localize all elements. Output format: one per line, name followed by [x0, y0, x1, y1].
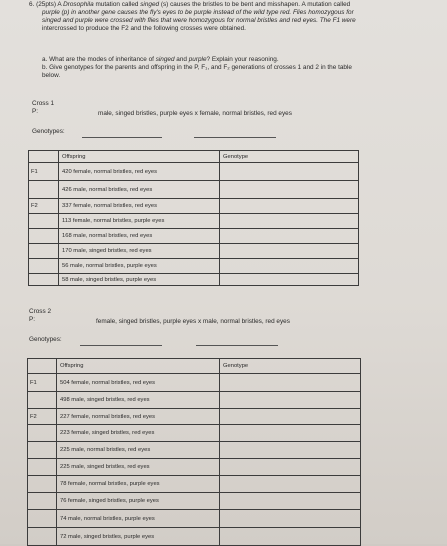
cross2-parents: female, singed bristles, purple eyes x male, normal bristles, red eyes: [96, 318, 290, 325]
table-row: [29, 229, 359, 244]
cross2-table: [27, 358, 361, 546]
label-blank: [28, 510, 57, 528]
table-header-row: [29, 151, 359, 163]
species-name: Drosophila: [63, 1, 94, 8]
table-row: [28, 493, 361, 510]
table-row: [29, 163, 359, 181]
genotype-cell[interactable]: [220, 510, 361, 528]
offspring-cell: 76 female, singed bristles, purple eyes: [57, 493, 220, 510]
header-offspring: Offspring: [57, 359, 220, 374]
offspring-cell: 168 male, normal bristles, red eyes: [59, 229, 220, 244]
genotype-cell[interactable]: [220, 163, 359, 181]
f2-label: F2: [29, 199, 59, 214]
genotype-cell[interactable]: [220, 259, 359, 274]
genotype-cell[interactable]: [220, 476, 361, 493]
question-text: mutation called: [93, 1, 141, 8]
part-a-text: a. What are the modes of inheritance of: [42, 56, 156, 63]
genotype-cell[interactable]: [220, 425, 361, 442]
offspring-cell: 58 male, singed bristles, purple eyes: [59, 274, 220, 286]
table-row: [28, 510, 361, 528]
cross1-genotype-blank-2[interactable]: [194, 137, 276, 138]
label-blank: [28, 392, 57, 409]
f1-label: F1: [29, 163, 59, 181]
genotype-cell[interactable]: [220, 181, 359, 199]
question-text: (s) causes the bristles to be bent and misshapen. A mutation called: [159, 1, 351, 8]
cross2-p-label: P:: [29, 316, 36, 323]
label-blank: [29, 244, 59, 259]
genotype-cell[interactable]: [220, 459, 361, 476]
table-header-row: [28, 359, 361, 374]
label-blank: [29, 181, 59, 199]
offspring-cell: 74 male, normal bristles, purple eyes: [57, 510, 220, 528]
question-line-4: intercrossed to produce the F2 and the following crosses were obtained.: [42, 25, 246, 32]
genotype-cell[interactable]: [220, 392, 361, 409]
genotype-cell[interactable]: [220, 374, 361, 392]
table-row: [28, 476, 361, 493]
genotype-cell[interactable]: [220, 199, 359, 214]
offspring-cell: 337 female, normal bristles, red eyes: [59, 199, 220, 214]
label-blank: [29, 274, 59, 286]
header-genotype: Genotype: [220, 151, 359, 163]
offspring-cell: 420 female, normal bristles, red eyes: [59, 163, 220, 181]
genotype-cell[interactable]: [220, 528, 361, 546]
label-blank: [28, 528, 57, 546]
table-row: [29, 259, 359, 274]
table-row: [28, 392, 361, 409]
genotype-cell[interactable]: [220, 442, 361, 459]
question-line-3: singed and purple were crossed with flies that were homozygous for normal bristles and red eyes. The F1 were: [42, 17, 356, 24]
question-number: 6. (25pts) A: [29, 1, 64, 8]
cross1-parents: male, singed bristles, purple eyes x female, normal bristles, red eyes: [98, 110, 292, 117]
cross2-genotype-blank-2[interactable]: [196, 345, 278, 346]
table-row: [28, 409, 361, 425]
header-offspring: Offspring: [59, 151, 220, 163]
cross2-genotype-blank-1[interactable]: [80, 345, 162, 346]
table-row: [28, 425, 361, 442]
table-row: [29, 274, 359, 286]
label-blank: [28, 493, 57, 510]
offspring-cell: 225 male, singed bristles, red eyes: [57, 459, 220, 476]
offspring-cell: 223 female, singed bristles, red eyes: [57, 425, 220, 442]
part-a-gene: singed: [155, 56, 175, 63]
table-row: [29, 181, 359, 199]
table-row: [28, 442, 361, 459]
label-blank: [28, 476, 57, 493]
cross1-p-label: P:: [32, 108, 39, 115]
cross1-title: Cross 1: [32, 100, 55, 107]
genotype-cell[interactable]: [220, 229, 359, 244]
header-blank: [28, 359, 57, 374]
genotype-cell[interactable]: [220, 244, 359, 259]
f1-label: F1: [28, 374, 57, 392]
part-a-text: and: [174, 56, 189, 63]
cross1-genotypes-label: Genotypes:: [32, 128, 65, 135]
label-blank: [28, 425, 57, 442]
offspring-cell: 113 female, normal bristles, purple eyes: [59, 214, 220, 229]
table-row: [29, 214, 359, 229]
mutation-name: singed: [140, 1, 160, 8]
cross2-title: Cross 2: [29, 308, 52, 315]
offspring-cell: 170 male, singed bristles, red eyes: [59, 244, 220, 259]
offspring-cell: 56 male, normal bristles, purple eyes: [59, 259, 220, 274]
cross2-genotypes-label: Genotypes:: [29, 336, 62, 343]
question-line-2: purple (p) in another gene causes the fly's eyes to be purple instead of the wild type red. Flies homozygous for: [42, 9, 354, 16]
table-row: [28, 374, 361, 392]
label-blank: [29, 259, 59, 274]
offspring-cell: 504 female, normal bristles, red eyes: [57, 374, 220, 392]
genotype-cell[interactable]: [220, 493, 361, 510]
label-blank: [29, 214, 59, 229]
table-row: [29, 244, 359, 259]
offspring-cell: 225 male, normal bristles, red eyes: [57, 442, 220, 459]
part-a-gene: purple: [188, 56, 207, 63]
table-row: [28, 459, 361, 476]
header-genotype: Genotype: [220, 359, 361, 374]
header-blank: [29, 151, 59, 163]
genotype-cell[interactable]: [220, 409, 361, 425]
f2-label: F2: [28, 409, 57, 425]
label-blank: [28, 442, 57, 459]
offspring-cell: 498 male, singed bristles, red eyes: [57, 392, 220, 409]
offspring-cell: 72 male, singed bristles, purple eyes: [57, 528, 220, 546]
offspring-cell: 227 female, normal bristles, red eyes: [57, 409, 220, 425]
table-row: [28, 528, 361, 546]
genotype-cell[interactable]: [220, 274, 359, 286]
offspring-cell: 78 female, normal bristles, purple eyes: [57, 476, 220, 493]
cross1-table: [28, 150, 359, 286]
part-b-line-2: below.: [42, 72, 61, 79]
part-a-text: ? Explain your reasoning.: [206, 56, 279, 63]
genotype-cell[interactable]: [220, 214, 359, 229]
label-blank: [29, 229, 59, 244]
cross1-genotype-blank-1[interactable]: [82, 137, 162, 138]
part-b-line-1: b. Give genotypes for the parents and offspring in the P, F₁, and F₂ generations of crosses 1 and 2 in the table: [42, 64, 352, 71]
table-row: [29, 199, 359, 214]
offspring-cell: 426 male, normal bristles, red eyes: [59, 181, 220, 199]
label-blank: [28, 459, 57, 476]
